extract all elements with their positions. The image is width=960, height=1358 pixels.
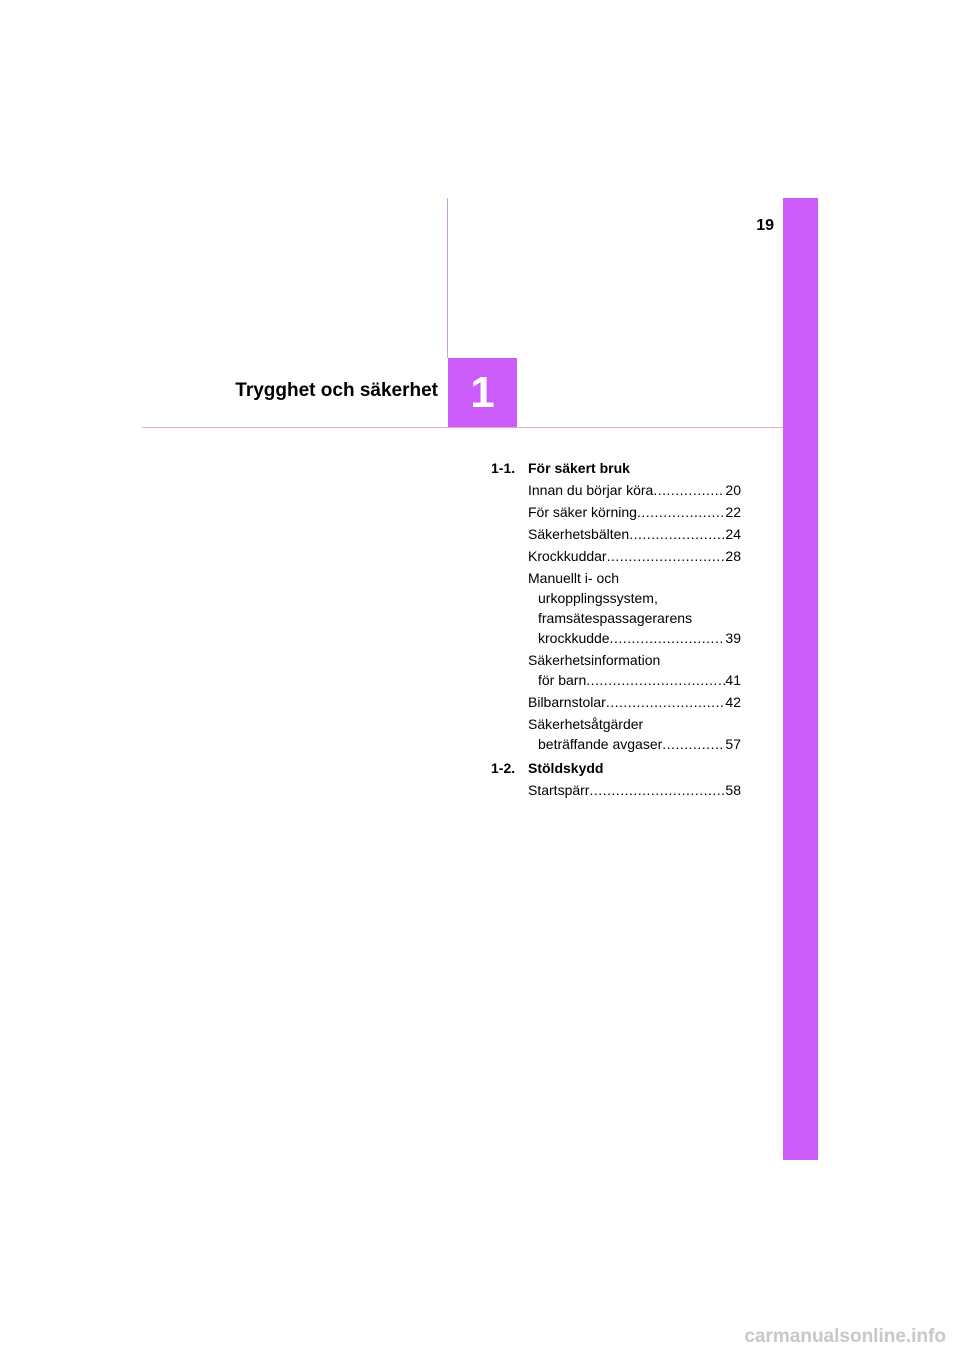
section-title: För säkert bruk — [528, 460, 630, 476]
dot-leader — [662, 734, 725, 754]
toc-entry[interactable] — [528, 692, 741, 712]
toc-entry[interactable] — [528, 650, 741, 690]
entry-title-line: Säkerhetsinformation — [528, 652, 661, 668]
chapter-number-box — [448, 358, 517, 427]
entry-page-number: 39 — [725, 630, 741, 646]
toc-entry[interactable] — [528, 480, 741, 500]
toc-entry[interactable] — [528, 546, 741, 566]
toc-entry[interactable] — [528, 502, 741, 522]
page-number: 19 — [756, 217, 774, 234]
entry-title-line: urkopplingssystem, — [538, 590, 658, 606]
vertical-rule — [447, 198, 448, 358]
entry-page-number: 41 — [725, 672, 741, 688]
toc-section-heading — [491, 458, 741, 478]
toc-section-heading — [491, 758, 741, 778]
dot-leader — [610, 628, 726, 648]
dot-leader — [586, 670, 725, 690]
entry-title-line: Manuellt i- och — [528, 570, 620, 586]
entry-title: Krockkuddar — [528, 548, 607, 564]
chapter-title: Trygghet och säkerhet — [235, 380, 438, 401]
entry-title: För säker körning — [528, 504, 637, 520]
chapter-side-tab[interactable] — [783, 198, 818, 1160]
dot-leader — [637, 502, 725, 522]
entry-title: Innan du börjar köra — [528, 482, 654, 498]
toc-entry[interactable] — [528, 714, 741, 754]
toc-entry[interactable] — [528, 524, 741, 544]
entry-title: beträffande avgaser — [538, 736, 663, 752]
entry-page-number: 20 — [725, 482, 741, 498]
dot-leader — [589, 780, 725, 800]
table-of-contents — [491, 458, 741, 800]
section-number: 1-2. — [491, 760, 516, 776]
entry-page-number: 24 — [725, 526, 741, 542]
entry-title: för barn — [538, 672, 587, 688]
entry-page-number: 58 — [725, 782, 741, 798]
entry-title-line: Säkerhetsåtgärder — [528, 716, 644, 732]
dot-leader — [606, 692, 726, 712]
toc-entry[interactable] — [528, 568, 741, 648]
watermark: carmanualsonline.info — [744, 1326, 946, 1347]
chapter-number: 1 — [470, 367, 495, 417]
dot-leader — [607, 546, 726, 566]
section-number: 1-1. — [491, 460, 516, 476]
dot-leader — [629, 524, 725, 544]
entry-title-line: framsätespassagerarens — [538, 610, 693, 626]
entry-page-number: 57 — [725, 736, 741, 752]
entry-title: Startspärr — [528, 782, 590, 798]
section-title: Stöldskydd — [528, 760, 604, 776]
horizontal-rule — [142, 427, 783, 428]
entry-page-number: 42 — [725, 694, 741, 710]
toc-entry[interactable] — [528, 780, 741, 800]
entry-page-number: 28 — [725, 548, 741, 564]
entry-page-number: 22 — [725, 504, 741, 520]
entry-title: krockkudde — [538, 630, 610, 646]
dot-leader — [653, 480, 725, 500]
entry-title: Bilbarnstolar — [528, 694, 606, 710]
entry-title: Säkerhetsbälten — [528, 526, 630, 542]
